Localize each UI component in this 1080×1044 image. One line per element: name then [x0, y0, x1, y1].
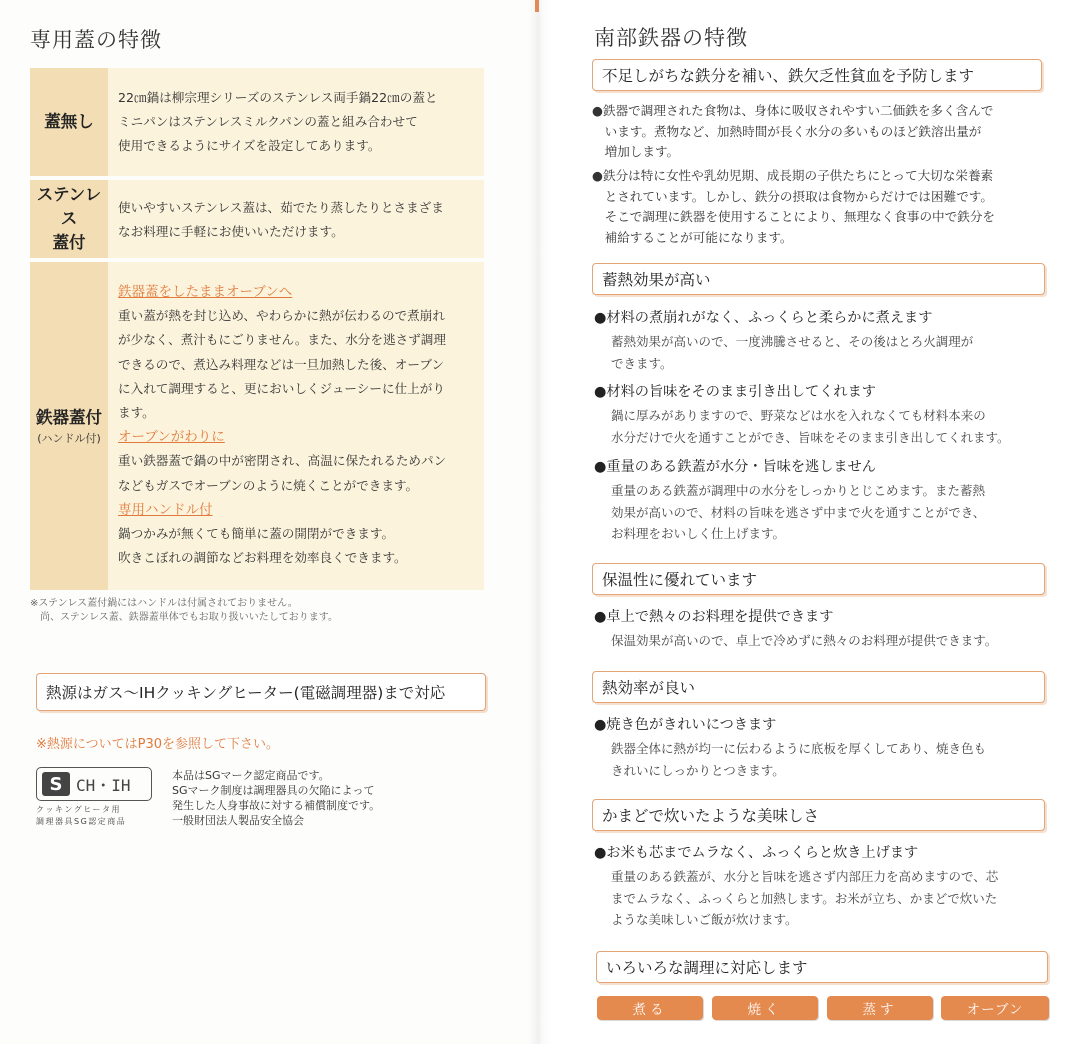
spec-line: が少なく、煮汁もにごりません。また、水分を逃さず調理: [118, 332, 446, 348]
section-iron-title: 不足しがちな鉄分を補い、鉄欠乏性貧血を予防します: [602, 67, 975, 85]
spec-row-head: [30, 262, 108, 590]
section-iron-title-box: [592, 59, 1042, 91]
section-rice-title-box: [592, 799, 1045, 831]
bullet-line: ●鉄分は特に女性や乳幼児期、成長期の子供たちにとって大切な栄養素: [592, 168, 994, 183]
gutter-mark: [535, 0, 539, 12]
spec-line: ます。: [118, 405, 155, 421]
rice-body: [611, 866, 998, 931]
body-line: 水分だけで火を通すことができ、旨味をそのまま引き出してくれます。: [611, 429, 1010, 445]
body-line: きれいにしっかりとつきます。: [611, 762, 785, 778]
cook-method-steam: 蒸す: [827, 996, 933, 1020]
efficiency-heading: ●焼き色がきれいにつきます: [594, 717, 777, 733]
body-line: 効果が高いので、材料の旨味を逃さず中まで火を通すことができ、: [611, 504, 986, 520]
sg-line: 発生した人身事故に対する補償制度です。: [172, 799, 381, 812]
right-page-title: 南部鉄器の特徴: [594, 26, 748, 50]
heat-source-note: ※熱源についてはP30を参照して下さい。: [36, 737, 280, 752]
cook-method-simmer: 煮る: [597, 996, 703, 1020]
bullet-line: います。煮物など、加熱時間が長く水分の多いものほど鉄溶出量が: [592, 123, 982, 139]
section-efficiency-title-box: [592, 671, 1045, 703]
cook-method-oven: オーブン: [941, 996, 1049, 1020]
spec-row-body: [118, 86, 476, 159]
bullet-line: そこで調理に鉄器を使用することにより、無理なく食事の中で鉄分を: [592, 209, 995, 224]
book-gutter: [528, 0, 552, 1044]
bullet-line: 増加します。: [592, 144, 680, 159]
heat-storage-heading-3: ●重量のある鉄蓋が水分・旨味を逃しません: [594, 459, 876, 475]
iron-bullet-2: [592, 166, 995, 248]
oven-substitute-heading: オーブンがわりに: [118, 429, 225, 446]
body-line: ような美味しいご飯が炊けます。: [611, 912, 798, 927]
section-rice-title: かまどで炊いたような美味しさ: [602, 807, 820, 825]
section-heat-retention-title-box: [592, 563, 1045, 595]
spec-row-no-lid: [30, 68, 484, 176]
sg-line: SGマーク制度は調理器具の欠陥によって: [172, 784, 375, 797]
bullet-line: ●鉄器で調理された食物は、身体に吸収されやすい二価鉄を多く含んで: [592, 103, 994, 118]
section-heat-storage-title: 蓄熱効果が高い: [602, 271, 711, 289]
sg-mark-s: S: [42, 772, 70, 796]
sg-caption: 調理器具SG認定商品: [36, 817, 127, 826]
spec-line: できるので、煮込み料理などは一旦加熱した後、オーブン: [118, 356, 445, 372]
sg-line: 本品はSGマーク認定商品です。: [172, 769, 330, 782]
spec-line: 吹きこぼれの調節などお料理を効率良くできます。: [118, 550, 407, 566]
spec-row-body: [118, 280, 476, 570]
body-line: お料理をおいしく仕上げます。: [611, 526, 786, 541]
handle-heading: 専用ハンドル付: [118, 501, 213, 518]
spec-line: なお料理に手軽にお使いいただけます。: [118, 224, 344, 240]
body-line: できます。: [611, 355, 673, 371]
left-page-title: 専用蓋の特徴: [30, 28, 162, 52]
spec-row-head: [30, 68, 108, 176]
bullet-line: とされています。しかし、鉄分の摂取は食物からだけでは困難です。: [592, 188, 993, 204]
section-cooking-title-box: [596, 951, 1048, 983]
lid-spec-table: [30, 68, 484, 590]
spec-row-stainless-lid: [30, 180, 484, 258]
spec-line: 使用できるようにサイズを設定してあります。: [118, 138, 381, 154]
body-line: 保温効果が高いので、卓上で冷めずに熱々のお料理が提供できます。: [611, 633, 998, 648]
sg-mark-ch-ih: CH・IH: [76, 775, 131, 795]
section-cooking-title: いろいろな調理に対応します: [606, 959, 808, 977]
spec-line: に入れて調理すると、更においしくジューシーに仕上がり: [118, 380, 445, 396]
spec-row-head: [30, 180, 108, 258]
heat-storage-body-2: [611, 405, 1010, 448]
spec-line: 重い蓋が熱を封じ込め、やわらかに熱が伝わるので煮崩れ: [118, 308, 445, 324]
rice-heading: ●お米も芯までムラなく、ふっくらと炊き上げます: [594, 845, 919, 861]
spec-line: 重い鉄器蓋で鍋の中が密閉され、高温に保たれるためパン: [118, 453, 447, 469]
heat-storage-body-3: [611, 480, 985, 545]
heat-retention-body: [611, 630, 997, 652]
heat-source-title-box: [36, 673, 486, 711]
body-line: 蓄熱効果が高いので、一度沸騰させると、その後はとろ火調理が: [611, 334, 974, 349]
spec-row-iron-lid: [30, 262, 484, 590]
section-heat-storage-title-box: [592, 263, 1045, 295]
note-line: ※ステンレス蓋付鍋にはハンドルは付属されておりません。: [30, 598, 298, 609]
heat-storage-body-1: [611, 331, 973, 374]
spec-line: などもガスでオーブンのように焼くことができます。: [118, 477, 419, 493]
spec-line: 鍋つかみが無くても簡単に蓋の開閉ができます。: [118, 526, 395, 542]
lid-note: [30, 597, 338, 625]
spec-line: 22㎝鍋は柳宗理シリーズのステンレス両手鍋22㎝の蓋と: [118, 90, 438, 105]
section-heat-retention-title: 保温性に優れています: [602, 571, 758, 589]
spec-row-head-text: 鉄器蓋付: [36, 408, 102, 427]
body-line: 重量のある鉄蓋が、水分と旨味を逃さず内部圧力を高めますので、芯: [611, 869, 999, 884]
body-line: 重量のある鉄蓋が調理中の水分をしっかりとじこめます。また蓄熱: [611, 483, 986, 498]
iron-lid-oven-heading: 鉄器蓋をしたままオーブンへ: [118, 284, 293, 300]
efficiency-body: [611, 738, 986, 781]
heat-storage-heading-1: ●材料の煮崩れがなく、ふっくらと柔らかに煮えます: [594, 310, 933, 326]
iron-bullet-1: [592, 101, 993, 163]
spec-row-head-text: 蓋無し: [44, 112, 94, 131]
sg-line: 一般財団法人製品安全協会: [172, 814, 304, 827]
body-line: 鉄器全体に熱が均一に伝わるように底板を厚くしてあり、焼き色も: [611, 741, 987, 756]
spec-line: 使いやすいステンレス蓋は、茹でたり蒸したりとさまざま: [118, 200, 444, 215]
spec-line: ミニパンはステンレスミルクパンの蓋と組み合わせて: [118, 114, 418, 130]
heat-retention-heading: ●卓上で熱々のお料理を提供できます: [594, 609, 834, 625]
sg-caption: クッキングヒータ用: [36, 805, 121, 814]
cook-method-grill: 焼く: [712, 996, 818, 1020]
body-line: までムラなく、ふっくらと加熱します。お米が立ち、かまどで炊いた: [611, 890, 998, 906]
heat-storage-heading-2: ●材料の旨味をそのまま引き出してくれます: [594, 384, 876, 400]
section-efficiency-title: 熱効率が良い: [602, 679, 696, 697]
note-line: 尚、ステンレス蓋、鉄器蓋単体でもお取り扱いいたしております。: [30, 612, 338, 623]
bullet-line: 補給することが可能になります。: [592, 229, 793, 245]
sg-mark-logo: [36, 767, 152, 801]
spec-row-head-text: ステンレス: [36, 185, 102, 228]
body-line: 鍋に厚みがありますので、野菜などは水を入れなくても材料本来の: [611, 408, 986, 423]
spec-row-body: [118, 196, 476, 244]
spec-row-head-text: 蓋付: [52, 233, 86, 252]
spec-row-head-sub: (ハンドル付): [37, 432, 101, 445]
sg-description: [172, 768, 380, 828]
heat-source-title: 熱源はガス～IHクッキングヒーター(電磁調理器)まで対応: [46, 684, 446, 702]
